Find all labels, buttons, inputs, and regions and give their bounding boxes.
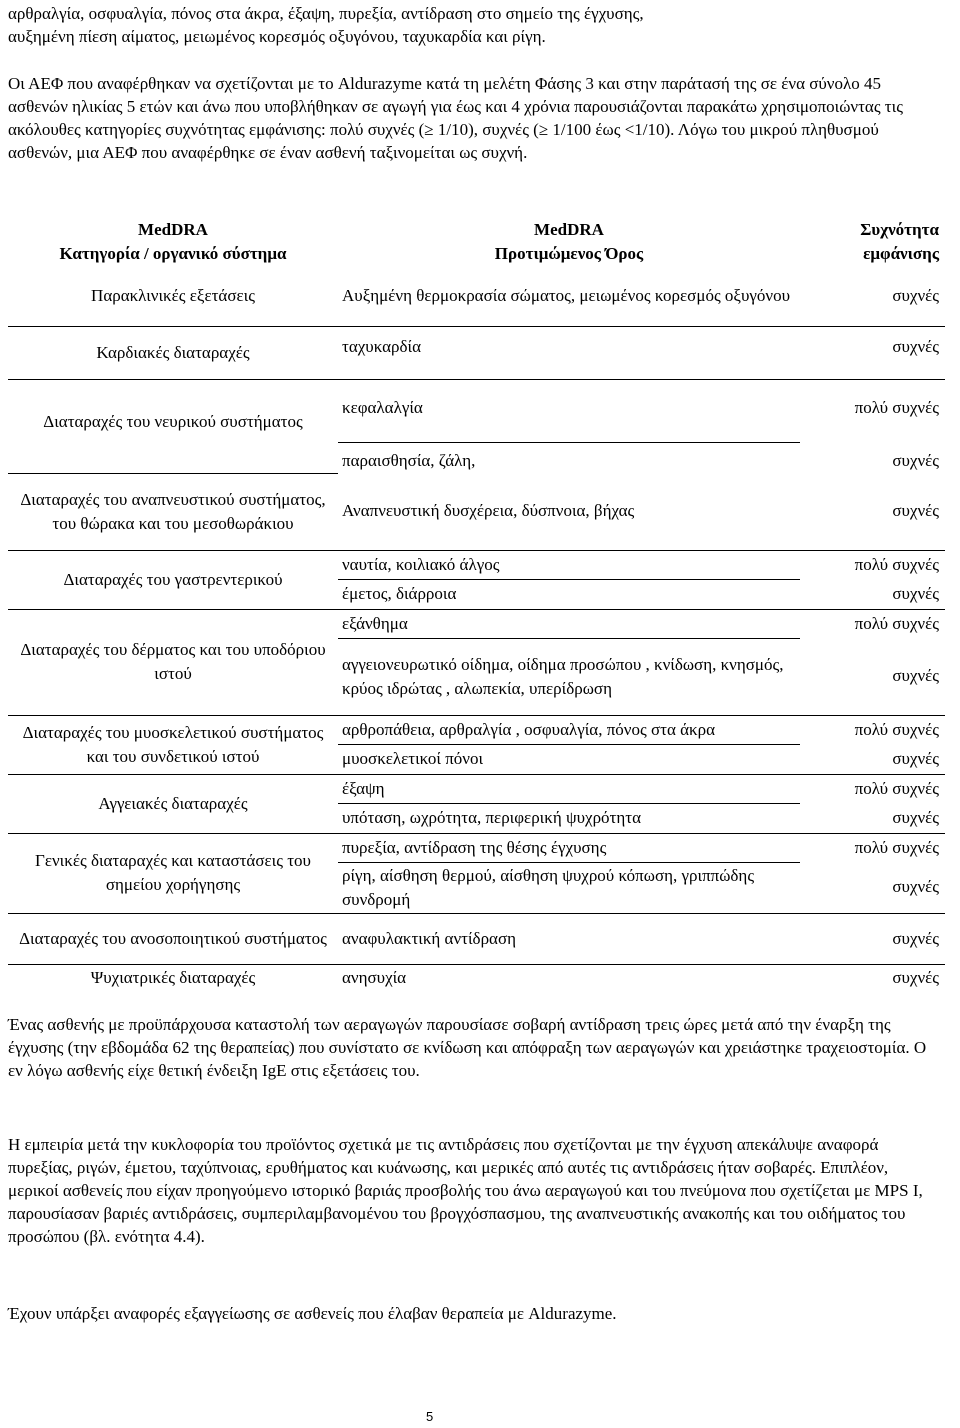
frequency-cell: συχνές — [892, 666, 939, 686]
system-organ-class-cell: Καρδιακές διαταραχές — [8, 327, 338, 380]
preferred-term-cell: υπόταση, ωχρότητα, περιφερική ψυχρότητα — [338, 803, 800, 833]
preferred-term-cell: πυρεξία, αντίδραση της θέσης έγχυσης — [338, 833, 800, 862]
system-organ-class-cell: Διαταραχές του αναπνευστικού συστήματος, του θώρακα και του μεσοθωράκιου — [8, 473, 338, 550]
table-row — [8, 913, 945, 964]
header-system-organ-class: MedDRA Κατηγορία / οργανικό σύστημα — [59, 220, 287, 263]
frequency-cell: πολύ συχνές — [800, 609, 945, 638]
header-preferred-term: MedDRA Προτιμώμενος Όρος — [494, 220, 644, 263]
page-number: 5 — [426, 1409, 434, 1424]
table-row — [8, 609, 945, 638]
frequency-cell: πολύ συχνές — [800, 774, 945, 803]
system-organ-class-cell: Διαταραχές του μυοσκελετικού συστήματος και του συνδετικού ιστού — [8, 715, 338, 774]
frequency-cell: συχνές — [800, 964, 945, 991]
preferred-term-cell: ανησυχία — [338, 964, 800, 991]
table-row — [8, 964, 945, 991]
preferred-term-cell: κεφαλαλγία — [342, 398, 423, 417]
frequency-cell: πολύ συχνές — [800, 833, 945, 862]
frequency-cell: συχνές — [892, 583, 939, 603]
frequency-cell: συχνές — [892, 877, 939, 897]
table-row — [8, 550, 945, 579]
intro-line-2: αυξημένη πίεση αίματος, μειωμένος κορεσμός οξυγόνου, ταχυκαρδία και ρίγη. — [8, 27, 546, 46]
table-row — [8, 380, 945, 443]
preferred-term-cell: έμετος, διάρροια — [338, 579, 800, 609]
frequency-cell: συχνές — [892, 451, 939, 470]
frequency-cell: πολύ συχνές — [800, 715, 945, 744]
system-organ-class-cell: Παρακλινικές εξετάσεις — [8, 266, 338, 327]
header-frequency: Συχνότητα εμφάνισης — [860, 220, 939, 263]
preferred-term-cell: αναφυλακτική αντίδραση — [338, 913, 800, 964]
preferred-term-cell: παραισθησία, ζάλη, — [338, 443, 800, 474]
table-header-row — [8, 218, 945, 266]
system-organ-class-cell: Διαταραχές του δέρματος και του υποδόριου ιστού — [8, 609, 338, 715]
adverse-reactions-table — [8, 218, 945, 991]
system-organ-class-cell: Διαταραχές του νευρικού συστήματος — [43, 412, 303, 431]
frequency-cell: συχνές — [800, 327, 945, 380]
preferred-term-cell: αγγειονευρωτικό οίδημα, οίδημα προσώπου , κνίδωση, κνησμός, κρύος ιδρώτας , αλωπεκία, υπερίδρωση — [338, 638, 800, 715]
extravasation-paragraph: Έχουν υπάρξει αναφορές εξαγγείωσης σε ασθενείς που έλαβαν θεραπεία με Aldurazyme. — [8, 1304, 617, 1323]
preferred-term-cell: ταχυκαρδία — [338, 327, 800, 380]
frequency-cell: πολύ συχνές — [800, 550, 945, 579]
post-marketing-paragraph: Η εμπειρία μετά την κυκλοφορία του προϊόντος σχετικά με τις αντιδράσεις που σχετίζονται με την έγχυση απεκάλυψε αναφορά πυρεξίας, ριγών, έμετου, ταχύπνοιας, ερυθήματος και κυάνωσης, και μερικές από αυτές τις αντιδράσεις ήταν σοβαρές. Επιπλέον, μερικοί ασθενείς που είχαν προηγούμενο ιστορικό βαριάς προσβολής του άνω αεραγωγού και του πνεύμονα που σχετίζεται με MPS I, παρουσίασαν βαριές αντιδράσεις, συμπεριλαμβανομένου του βρογχόσπασμου, της αναπνευστικής ανακοπής και του οιδήματος του προσώπου (βλ. ενότητα 4.4). — [8, 1135, 923, 1246]
system-organ-class-cell: Διαταραχές του ανοσοποιητικού συστήματος — [8, 913, 338, 964]
preferred-term-cell: ρίγη, αίσθηση θερμού, αίσθηση ψυχρού κόπωση, γριππώδης συνδρομή — [338, 862, 800, 913]
frequency-cell: συχνές — [892, 748, 939, 768]
system-organ-class-cell: Γενικές διαταραχές και καταστάσεις του σημείου χορήγησης — [8, 833, 338, 913]
table-row — [8, 833, 945, 862]
preferred-term-cell: εξάνθημα — [338, 609, 800, 638]
system-organ-class-cell: Αγγειακές διαταραχές — [8, 774, 338, 833]
frequency-cell: συχνές — [800, 913, 945, 964]
frequency-paragraph: Οι ΑΕΦ που αναφέρθηκαν να σχετίζονται με το Aldurazyme κατά τη μελέτη Φάσης 3 και στην παράτασή της σε ένα σύνολο 45 ασθενών ηλικίας 5 ετών και άνω που υποβλήθηκαν σε αγωγή για έως και 4 χρόνια παρουσιάζονται παρακάτω χρησιμοποιώντας τις ακόλουθες κατηγορίες συχνότητας εμφάνισης: πολύ συχνές (≥ 1/10), συχνές (≥ 1/100 έως <1/10). Λόγω του μικρού πληθυσμού ασθενών, μια ΑΕΦ που αναφέρθηκε σε έναν ασθενή ταξινομείται ως συχνή. — [8, 74, 903, 162]
system-organ-class-cell: Διαταραχές του γαστρεντερικού — [8, 550, 338, 609]
frequency-cell: πολύ συχνές — [854, 398, 939, 417]
frequency-cell: συχνές — [892, 807, 939, 827]
preferred-term-cell: Αυξημένη θερμοκρασία σώματος, μειωμένος κορεσμός οξυγόνου — [338, 266, 800, 327]
table-row — [8, 327, 945, 380]
preferred-term-cell: αρθροπάθεια, αρθραλγία , οσφυαλγία, πόνος στα άκρα — [338, 715, 800, 744]
preferred-term-cell: ναυτία, κοιλιακό άλγος — [338, 550, 800, 579]
intro-line-1: αρθραλγία, οσφυαλγία, πόνος στα άκρα, έξαψη, πυρεξία, αντίδραση στο σημείο της έγχυσης, — [8, 4, 644, 23]
preferred-term-cell: μυοσκελετικοί πόνοι — [338, 744, 800, 774]
severe-reaction-paragraph: Ένας ασθενής με προϋπάρχουσα καταστολή των αεραγωγών παρουσίασε σοβαρή αντίδραση τρεις ώρες μετά από την έναρξη της έγχυσης (την εβδομάδα 62 της θεραπείας) που συνίστατο σε κνίδωση και απόφραξη των αεραγωγών και χρειάστηκε τραχειοστομία. Ο εν λόγω ασθενής είχε θετική ένδειξη IgE στις εξετάσεις του. — [8, 1015, 927, 1080]
table-row — [8, 266, 945, 327]
frequency-cell: συχνές — [800, 266, 945, 327]
table-row — [8, 715, 945, 744]
preferred-term-cell: Αναπνευστική δυσχέρεια, δύσπνοια, βήχας — [342, 501, 635, 521]
table-row — [8, 774, 945, 803]
system-organ-class-cell: Ψυχιατρικές διαταραχές — [8, 964, 338, 991]
table-row — [8, 473, 945, 550]
frequency-cell: συχνές — [892, 501, 939, 521]
preferred-term-cell: έξαψη — [338, 774, 800, 803]
